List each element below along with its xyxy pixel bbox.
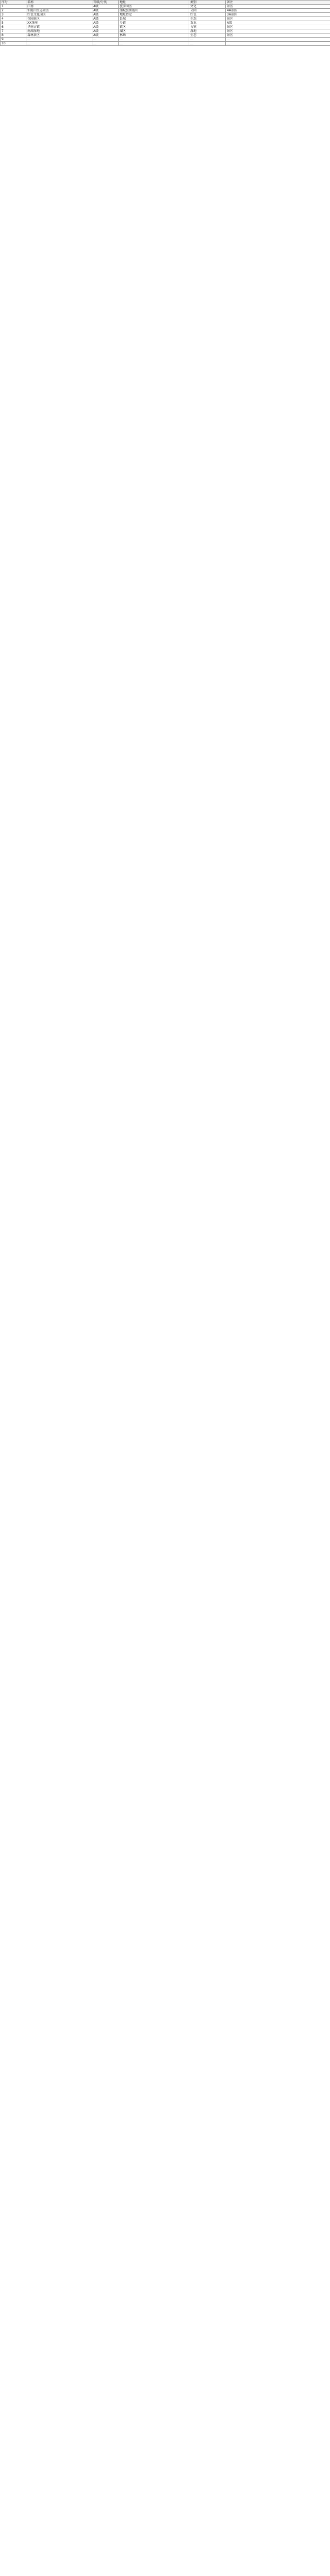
table-cell: 4A景区 xyxy=(226,9,330,13)
table-cell: 森林景区 xyxy=(26,33,92,38)
table-row xyxy=(1,42,330,46)
table-cell: 红色 xyxy=(189,13,226,17)
table-cell: 旅游园区 xyxy=(119,5,189,9)
table-cell: 文化 xyxy=(189,5,226,9)
table-row xyxy=(1,29,330,33)
table-cell: 景区 xyxy=(226,5,330,9)
table-cell: A级 xyxy=(92,25,119,29)
table-cell: 7 xyxy=(1,29,26,33)
table-cell: 农业 xyxy=(189,21,226,25)
table-cell: A级 xyxy=(92,21,119,25)
table-cell: 5 xyxy=(1,21,26,25)
table-cell: 红色文化园区 xyxy=(26,13,92,17)
table-cell: … xyxy=(226,38,330,42)
table-cell: 古镇 xyxy=(189,25,226,29)
table-cell: 8 xyxy=(1,33,26,38)
column-header: 序号 xyxy=(1,1,26,5)
table-cell: 浦城县仙霞山 xyxy=(119,9,189,13)
table-cell: … xyxy=(26,38,92,42)
table-row xyxy=(1,33,330,38)
table-row xyxy=(1,25,330,29)
table-row xyxy=(1,17,330,21)
table-cell: 江南 xyxy=(26,5,92,9)
column-header: 备注 xyxy=(226,1,330,5)
table-cell: A级 xyxy=(92,33,119,38)
table-cell: 公园 xyxy=(189,9,226,13)
table-cell: 湖区 xyxy=(119,29,189,33)
table-cell: 4 xyxy=(1,17,26,21)
table-cell: 2 xyxy=(1,9,26,13)
table-row xyxy=(1,13,330,17)
column-header: 名称 xyxy=(26,1,92,5)
table-cell: 仙霞山生态景区 xyxy=(26,9,92,13)
table-cell: 镇区 xyxy=(119,25,189,29)
table-cell: … xyxy=(92,42,119,46)
table-cell: 1 xyxy=(1,5,26,9)
table-cell: A级 xyxy=(92,17,119,21)
table-cell: XX茶庄 xyxy=(26,21,92,25)
table-cell: 景区 xyxy=(226,29,330,33)
table-cell: 9 xyxy=(1,38,26,42)
table-cell: 生态 xyxy=(189,17,226,21)
table-row xyxy=(1,38,330,42)
table-cell: 景区 xyxy=(226,25,330,29)
table-cell: 10 xyxy=(1,42,26,46)
table-cell: 县城 xyxy=(119,17,189,21)
table-cell: 乡镇 xyxy=(119,21,189,25)
table-cell: … xyxy=(26,42,92,46)
table-cell: A级 xyxy=(92,9,119,13)
table-cell: A级 xyxy=(92,5,119,9)
table-cell: A级 xyxy=(226,21,330,25)
column-header: 地址 xyxy=(119,1,189,5)
table-cell: 林场 xyxy=(119,33,189,38)
table-cell: … xyxy=(189,42,226,46)
table-cell: 生态 xyxy=(189,33,226,38)
table-cell: 3 xyxy=(1,13,26,17)
table-cell: 6 xyxy=(1,25,26,29)
table-cell: A级 xyxy=(92,13,119,17)
table-row xyxy=(1,5,330,9)
table-cell: … xyxy=(189,38,226,42)
table-cell: … xyxy=(226,42,330,46)
table-cell: A级 xyxy=(92,29,119,33)
table-row xyxy=(1,21,330,25)
table-cell: 湿地 xyxy=(189,29,226,33)
table-cell: … xyxy=(119,42,189,46)
table-cell: 景区 xyxy=(226,17,330,21)
table-cell: 地址待定 xyxy=(119,13,189,17)
header-row xyxy=(1,1,330,5)
table-cell: 景区 xyxy=(226,33,330,38)
table-cell: 花园景区 xyxy=(26,17,92,21)
table-cell: … xyxy=(119,38,189,42)
table-cell: … xyxy=(92,38,119,42)
data-table xyxy=(0,0,330,46)
column-header: 类别 xyxy=(189,1,226,5)
table-row xyxy=(1,9,330,13)
table-cell: 华南古镇 xyxy=(26,25,92,29)
table-cell: 南湖湿地 xyxy=(26,29,92,33)
column-header: 等级/分类 xyxy=(92,1,119,5)
table-cell: 3A景区 xyxy=(226,13,330,17)
spreadsheet xyxy=(0,0,330,46)
